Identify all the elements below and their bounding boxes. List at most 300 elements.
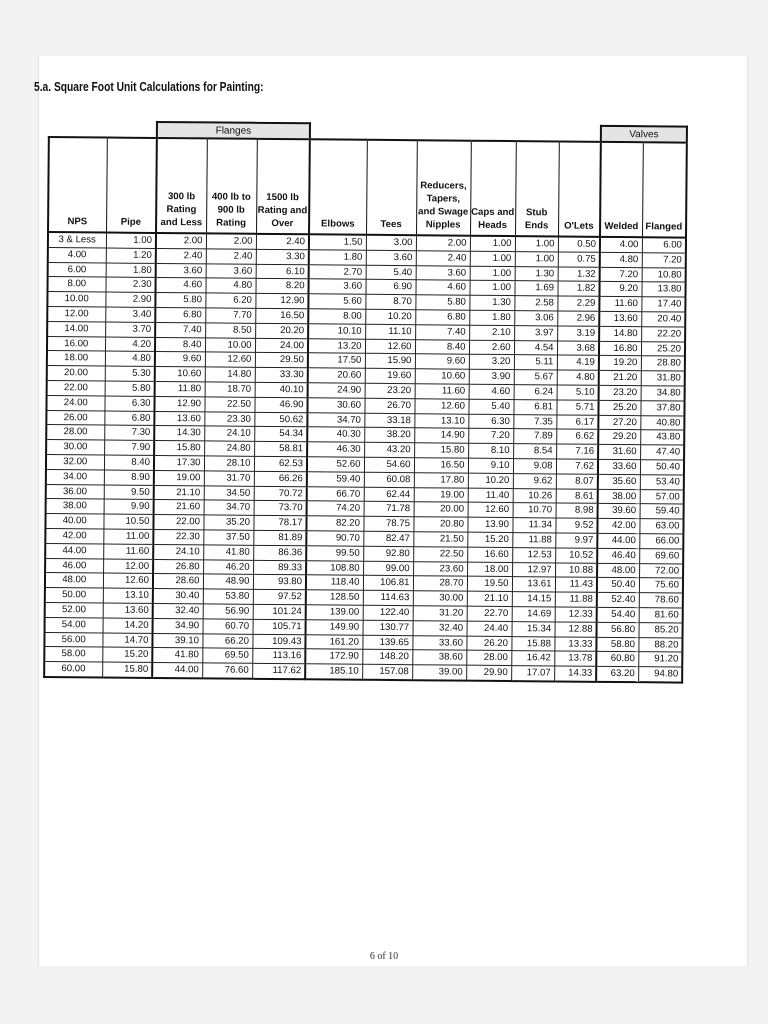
table-cell: 7.40 — [155, 322, 205, 337]
table-cell: 10.88 — [555, 562, 597, 577]
table-cell: 12.60 — [205, 352, 255, 367]
table-cell: 28.10 — [204, 456, 254, 471]
table-cell: 11.43 — [555, 577, 597, 592]
table-cell: 6.80 — [415, 310, 469, 325]
table-cell: 54.60 — [364, 457, 414, 472]
table-cell: 94.80 — [638, 667, 682, 683]
table-cell: 2.40 — [416, 251, 470, 266]
table-cell: 34.70 — [307, 412, 364, 427]
table-cell: 14.20 — [103, 618, 153, 633]
table-cell: 12.00 — [47, 306, 105, 321]
table-cell: 7.70 — [205, 308, 255, 323]
table-cell: 1.32 — [558, 267, 600, 282]
table-cell: 122.40 — [363, 605, 413, 620]
table-cell: 41.80 — [152, 648, 202, 663]
table-cell: 78.75 — [363, 516, 413, 531]
table-cell: 60.00 — [44, 662, 102, 678]
table-cell: 8.07 — [556, 474, 598, 489]
table-cell: 13.78 — [554, 651, 596, 666]
table-cell: 17.80 — [414, 472, 468, 487]
table-cell: 1.00 — [470, 251, 515, 266]
table-cell: 12.88 — [555, 622, 597, 637]
table-cell: 34.80 — [641, 386, 685, 401]
table-cell: 105.71 — [253, 619, 306, 634]
table-cell: 44.00 — [45, 543, 103, 558]
table-cell: 26.80 — [153, 559, 203, 574]
table-cell: 28.00 — [466, 650, 511, 665]
table-cell: 23.20 — [365, 383, 415, 398]
table-cell: 88.20 — [638, 637, 682, 652]
table-cell: 20.00 — [414, 502, 468, 517]
table-cell: 8.10 — [468, 443, 513, 458]
table-cell: 9.97 — [555, 533, 597, 548]
table-cell: 24.00 — [46, 395, 104, 410]
table-cell: 16.00 — [47, 336, 105, 351]
table-cell: 8.70 — [365, 294, 415, 309]
table-cell: 43.80 — [640, 430, 684, 445]
table-cell: 0.75 — [558, 252, 600, 267]
table-cell: 12.60 — [103, 573, 153, 588]
table-cell: 17.40 — [641, 297, 685, 312]
table-cell: 22.70 — [467, 606, 512, 621]
table-cell: 48.00 — [597, 563, 639, 578]
table-cell: 9.20 — [599, 282, 641, 297]
table-cell: 13.90 — [467, 517, 512, 532]
table-cell: 118.40 — [306, 575, 363, 590]
table-cell: 10.10 — [308, 324, 365, 339]
table-cell: 2.40 — [206, 249, 256, 264]
table-cell: 32.00 — [46, 454, 104, 469]
table-cell: 6.20 — [205, 293, 255, 308]
table-cell: 6.17 — [556, 415, 598, 430]
table-cell: 8.40 — [104, 455, 154, 470]
table-cell: 38.00 — [46, 499, 104, 514]
table-cell: 130.77 — [363, 620, 413, 635]
table-cell: 15.90 — [365, 354, 415, 369]
table-cell: 66.20 — [202, 633, 252, 648]
table-cell: 40.10 — [255, 382, 308, 397]
table-cell: 71.78 — [364, 502, 414, 517]
table-cell: 14.69 — [512, 606, 555, 621]
table-cell: 53.80 — [203, 589, 253, 604]
table-cell: 20.60 — [308, 368, 365, 383]
table-cell: 15.80 — [154, 441, 204, 456]
table-cell: 11.00 — [103, 529, 153, 544]
table-cell: 46.00 — [45, 558, 103, 573]
table-cell: 30.60 — [307, 398, 364, 413]
table-cell: 91.20 — [638, 652, 682, 667]
table-cell: 2.58 — [514, 296, 557, 311]
table-cell: 2.29 — [557, 296, 599, 311]
table-cell: 4.80 — [600, 252, 642, 267]
table-cell: 57.00 — [640, 489, 684, 504]
table-cell: 2.96 — [557, 311, 599, 326]
table-cell: 8.61 — [556, 488, 598, 503]
table-cell: 6.10 — [256, 264, 309, 279]
table-cell: 5.67 — [514, 370, 557, 385]
table-cell: 20.40 — [641, 312, 685, 327]
table-cell: 40.80 — [640, 415, 684, 430]
table-cell: 11.60 — [599, 297, 641, 312]
table-cell: 16.60 — [467, 547, 512, 562]
table-cell: 97.52 — [253, 589, 306, 604]
table-cell: 42.00 — [45, 528, 103, 543]
table-cell: 50.00 — [45, 588, 103, 603]
table-cell: 14.80 — [599, 326, 641, 341]
table-cell: 25.20 — [598, 400, 640, 415]
table-cell: 7.30 — [104, 425, 154, 440]
section-title: 5.a. Square Foot Unit Calculations for Painting: — [34, 80, 264, 94]
table-cell: 3.30 — [256, 249, 309, 264]
table-cell: 60.08 — [364, 472, 414, 487]
col-header-400-900lb: 400 lb to 900 lb Rating — [206, 138, 257, 233]
table-cell: 14.70 — [102, 633, 152, 648]
table-cell: 16.50 — [414, 458, 468, 473]
table-cell: 82.47 — [363, 531, 413, 546]
table-cell: 58.80 — [596, 637, 638, 652]
table-cell: 58.00 — [44, 647, 102, 662]
table-cell: 54.00 — [45, 617, 103, 632]
table-cell: 93.80 — [253, 575, 306, 590]
table-cell: 81.60 — [639, 608, 683, 623]
table-cell: 1.50 — [309, 234, 366, 250]
table-cell: 18.00 — [467, 562, 512, 577]
table-cell: 53.40 — [640, 474, 684, 489]
table-cell: 28.60 — [153, 574, 203, 589]
table-cell: 50.40 — [640, 460, 684, 475]
table-cell: 34.70 — [204, 500, 254, 515]
table-cell: 46.30 — [307, 442, 364, 457]
table-cell: 7.90 — [104, 440, 154, 455]
table-cell: 7.89 — [513, 429, 556, 444]
table-cell: 70.72 — [254, 486, 307, 501]
table-cell: 1.82 — [557, 281, 599, 296]
table-cell: 6.90 — [365, 280, 415, 295]
table-cell: 2.40 — [156, 248, 206, 263]
table-cell: 101.24 — [253, 604, 306, 619]
table-cell: 12.60 — [365, 339, 415, 354]
table-cell: 3.60 — [366, 250, 416, 265]
table-cell: 19.00 — [154, 470, 204, 485]
table-cell: 8.98 — [556, 503, 598, 518]
table-cell: 9.90 — [104, 499, 154, 514]
painting-table-wrapper — [43, 120, 688, 683]
table-cell: 2.90 — [105, 292, 155, 307]
table-cell: 46.20 — [203, 559, 253, 574]
col-header-1500lb: 1500 lb Rating and Over — [256, 139, 310, 234]
table-cell: 27.20 — [598, 415, 640, 430]
table-cell: 5.40 — [366, 265, 416, 280]
table-cell: 6.30 — [468, 414, 513, 429]
table-cell: 108.80 — [306, 560, 363, 575]
table-cell: 12.60 — [468, 503, 513, 518]
table-cell: 22.50 — [204, 397, 254, 412]
table-cell: 90.70 — [306, 531, 363, 546]
table-cell: 72.00 — [639, 563, 683, 578]
table-cell: 26.70 — [364, 398, 414, 413]
table-cell: 6.81 — [513, 399, 556, 414]
table-cell: 76.60 — [202, 663, 252, 679]
table-cell: 33.60 — [412, 635, 466, 650]
table-cell: 10.52 — [555, 548, 597, 563]
table-cell: 6.24 — [514, 385, 557, 400]
table-cell: 58.81 — [254, 441, 307, 456]
table-cell: 10.60 — [415, 369, 469, 384]
table-cell: 4.20 — [105, 337, 155, 352]
table-cell: 50.62 — [254, 412, 307, 427]
table-cell: 17.07 — [511, 666, 554, 682]
table-cell: 60.70 — [203, 619, 253, 634]
table-cell: 16.80 — [599, 341, 641, 356]
table-cell: 2.00 — [206, 233, 256, 249]
table-cell: 5.80 — [105, 381, 155, 396]
table-cell: 4.19 — [557, 355, 599, 370]
table-cell: 10.20 — [468, 473, 513, 488]
table-cell: 7.20 — [468, 429, 513, 444]
table-cell: 2.40 — [256, 234, 309, 250]
table-cell: 21.50 — [413, 532, 467, 547]
table-cell: 15.20 — [102, 647, 152, 662]
table-cell: 2.30 — [105, 277, 155, 292]
table-cell: 148.20 — [362, 650, 412, 665]
table-cell: 99.50 — [306, 546, 363, 561]
table-cell: 9.60 — [155, 352, 205, 367]
table-cell: 54.40 — [597, 607, 639, 622]
table-cell: 12.53 — [512, 547, 555, 562]
table-cell: 172.90 — [305, 649, 362, 664]
table-cell: 14.90 — [414, 428, 468, 443]
table-cell: 149.90 — [306, 619, 363, 634]
table-cell: 11.88 — [555, 592, 597, 607]
table-cell: 12.90 — [255, 294, 308, 309]
table-cell: 9.08 — [513, 459, 556, 474]
table-cell: 8.40 — [415, 339, 469, 354]
col-header-nps: NPS — [48, 137, 107, 233]
table-cell: 1.80 — [309, 250, 366, 265]
table-cell: 106.81 — [363, 576, 413, 591]
table-cell: 22.00 — [153, 515, 203, 530]
table-cell: 3.97 — [514, 325, 557, 340]
table-cell: 28.80 — [641, 356, 685, 371]
table-cell: 40.00 — [45, 514, 103, 529]
table-cell: 6.80 — [155, 307, 205, 322]
table-cell: 40.30 — [307, 427, 364, 442]
table-cell: 33.60 — [598, 459, 640, 474]
table-cell: 9.50 — [104, 485, 154, 500]
table-cell: 6.62 — [556, 429, 598, 444]
table-cell: 85.20 — [639, 622, 683, 637]
table-cell: 3.60 — [156, 263, 206, 278]
table-cell: 44.00 — [152, 663, 202, 679]
table-cell: 63.20 — [596, 666, 638, 682]
table-cell: 22.00 — [47, 380, 105, 395]
table-cell: 32.40 — [153, 603, 203, 618]
table-cell: 10.00 — [47, 292, 105, 307]
table-cell: 34.90 — [153, 618, 203, 633]
table-cell: 21.60 — [154, 500, 204, 515]
table-cell: 1.00 — [470, 266, 515, 281]
table-cell: 3.06 — [514, 311, 557, 326]
table-cell: 73.70 — [254, 501, 307, 516]
table-cell: 52.60 — [307, 457, 364, 472]
table-cell: 14.30 — [154, 426, 204, 441]
table-cell: 4.60 — [155, 278, 205, 293]
table-cell: 1.69 — [514, 281, 557, 296]
table-cell: 17.30 — [154, 455, 204, 470]
table-cell: 10.00 — [205, 337, 255, 352]
table-cell: 15.88 — [511, 636, 554, 651]
table-cell: 3.60 — [206, 263, 256, 278]
table-cell: 46.40 — [597, 548, 639, 563]
table-cell: 19.00 — [414, 487, 468, 502]
table-cell: 1.30 — [469, 295, 514, 310]
table-cell: 50.40 — [597, 578, 639, 593]
table-cell: 23.30 — [204, 411, 254, 426]
table-cell: 48.90 — [203, 574, 253, 589]
table-cell: 6.80 — [104, 411, 154, 426]
col-header-300lb: 300 lb Rating and Less — [156, 138, 207, 233]
table-cell: 3 & Less — [48, 232, 106, 248]
table-cell: 14.15 — [512, 592, 555, 607]
table-cell: 44.00 — [597, 533, 639, 548]
table-cell: 37.80 — [640, 400, 684, 415]
table-cell: 43.20 — [364, 442, 414, 457]
table-cell: 75.60 — [639, 578, 683, 593]
table-cell: 19.50 — [467, 577, 512, 592]
table-cell: 15.80 — [414, 443, 468, 458]
table-cell: 139.65 — [362, 635, 412, 650]
table-cell: 7.62 — [556, 459, 598, 474]
table-cell: 1.00 — [515, 236, 558, 252]
table-cell: 11.60 — [415, 384, 469, 399]
table-cell: 20.00 — [47, 366, 105, 381]
table-cell: 5.10 — [557, 385, 599, 400]
table-cell: 29.50 — [255, 353, 308, 368]
table-cell: 10.50 — [103, 514, 153, 529]
table-cell: 21.20 — [599, 370, 641, 385]
table-cell: 31.20 — [413, 606, 467, 621]
table-cell: 12.90 — [154, 396, 204, 411]
table-cell: 3.20 — [469, 355, 514, 370]
table-cell: 1.00 — [106, 233, 156, 249]
table-cell: 9.52 — [555, 518, 597, 533]
table-cell: 23.20 — [599, 385, 641, 400]
table-cell: 16.42 — [511, 651, 554, 666]
table-cell: 4.60 — [469, 384, 514, 399]
table-cell: 5.80 — [155, 293, 205, 308]
table-cell: 3.68 — [557, 341, 599, 356]
table-cell: 4.60 — [415, 280, 469, 295]
table-cell: 9.62 — [513, 473, 556, 488]
table-cell: 21.10 — [467, 591, 512, 606]
col-header-olets: O'Lets — [558, 141, 601, 236]
table-cell: 0.50 — [558, 236, 600, 252]
column-header-row — [48, 137, 687, 238]
table-cell: 4.80 — [105, 351, 155, 366]
table-cell: 59.40 — [307, 472, 364, 487]
table-cell: 6.00 — [48, 262, 106, 277]
table-cell: 128.50 — [306, 590, 363, 605]
table-cell: 22.50 — [413, 546, 467, 561]
table-cell: 13.60 — [154, 411, 204, 426]
table-cell: 82.20 — [306, 516, 363, 531]
table-cell: 78.60 — [639, 593, 683, 608]
table-cell: 81.89 — [253, 530, 306, 545]
table-cell: 7.20 — [642, 252, 686, 267]
table-cell: 38.60 — [412, 650, 466, 665]
table-cell: 3.40 — [105, 307, 155, 322]
table-cell: 4.54 — [514, 340, 557, 355]
table-cell: 60.80 — [596, 652, 638, 667]
table-cell: 4.80 — [557, 370, 599, 385]
table-cell: 10.26 — [513, 488, 556, 503]
table-cell: 15.34 — [512, 621, 555, 636]
table-cell: 185.10 — [305, 664, 362, 680]
table-cell: 12.33 — [555, 607, 597, 622]
table-cell: 5.80 — [415, 295, 469, 310]
table-cell: 34.50 — [204, 485, 254, 500]
table-cell: 35.60 — [598, 474, 640, 489]
table-cell: 3.00 — [366, 235, 416, 251]
table-cell: 13.33 — [554, 636, 596, 651]
table-cell: 38.00 — [598, 489, 640, 504]
table-cell: 62.53 — [254, 456, 307, 471]
table-cell: 5.60 — [308, 294, 365, 309]
table-cell: 11.88 — [512, 533, 555, 548]
table-cell: 13.80 — [641, 282, 685, 297]
table-cell: 24.00 — [255, 338, 308, 353]
table-cell: 66.00 — [639, 534, 683, 549]
table-cell: 13.10 — [103, 588, 153, 603]
table-cell: 7.35 — [513, 414, 556, 429]
table-cell: 8.54 — [513, 444, 556, 459]
table-cell: 1.30 — [515, 266, 558, 281]
table-cell: 3.19 — [557, 326, 599, 341]
table-cell: 8.00 — [308, 309, 365, 324]
col-header-stub-ends: Stub Ends — [515, 141, 559, 236]
table-cell: 7.40 — [415, 324, 469, 339]
table-cell: 2.70 — [309, 264, 366, 279]
table-cell: 2.00 — [416, 235, 470, 251]
table-cell: 31.60 — [598, 444, 640, 459]
table-cell: 48.00 — [45, 573, 103, 588]
table-cell: 33.18 — [364, 413, 414, 428]
table-cell: 56.00 — [44, 632, 102, 647]
table-cell: 56.80 — [597, 622, 639, 637]
table-cell: 39.60 — [598, 504, 640, 519]
table-cell: 39.00 — [412, 665, 466, 681]
table-cell: 8.00 — [48, 277, 106, 292]
table-cell: 28.00 — [46, 425, 104, 440]
table-cell: 21.10 — [154, 485, 204, 500]
col-header-welded: Welded — [600, 142, 643, 237]
table-cell: 1.20 — [106, 248, 156, 263]
table-cell: 66.26 — [254, 471, 307, 486]
table-cell: 54.34 — [254, 427, 307, 442]
table-cell: 10.80 — [642, 267, 686, 282]
table-cell: 92.80 — [363, 546, 413, 561]
table-cell: 109.43 — [252, 634, 305, 649]
table-cell: 33.30 — [255, 367, 308, 382]
table-cell: 29.20 — [598, 430, 640, 445]
table-cell: 22.30 — [153, 529, 203, 544]
table-cell: 28.70 — [413, 576, 467, 591]
table-cell: 89.33 — [253, 560, 306, 575]
table-cell: 86.36 — [253, 545, 306, 560]
table-cell: 6.00 — [642, 237, 686, 253]
valves-group-header: Valves — [601, 126, 687, 143]
table-cell: 1.00 — [470, 236, 515, 252]
